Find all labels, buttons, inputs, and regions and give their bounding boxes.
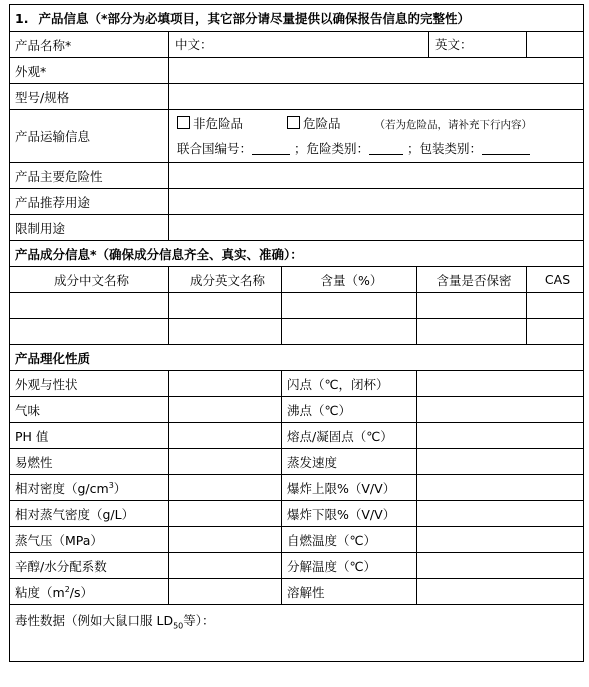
physchem-value[interactable] bbox=[417, 579, 584, 605]
physchem-value[interactable] bbox=[417, 449, 584, 475]
physchem-row bbox=[10, 501, 584, 527]
physchem-label: 相对蒸气密度（g/L） bbox=[10, 501, 169, 527]
main-hazard-label: 产品主要危险性 bbox=[10, 163, 169, 189]
physchem-value[interactable] bbox=[169, 501, 282, 527]
physchem-label: 分解温度（℃） bbox=[282, 553, 417, 579]
physchem-value[interactable] bbox=[169, 423, 282, 449]
recommended-use-label: 产品推荐用途 bbox=[10, 189, 169, 215]
english-name-value[interactable] bbox=[527, 32, 584, 58]
col-header-cas: CAS bbox=[527, 267, 584, 293]
physchem-value[interactable] bbox=[169, 397, 282, 423]
model-row bbox=[10, 84, 584, 110]
col-header-confidential: 含量是否保密 bbox=[417, 267, 527, 293]
physchem-value[interactable] bbox=[169, 371, 282, 397]
physchem-label: 爆炸下限%（V/V） bbox=[282, 501, 417, 527]
composition-cell[interactable] bbox=[282, 293, 417, 319]
physchem-label: 外观与性状 bbox=[10, 371, 169, 397]
main-hazard-field[interactable] bbox=[169, 163, 584, 189]
col-header-en-name: 成分英文名称 bbox=[169, 267, 282, 293]
product-info-form bbox=[9, 4, 583, 683]
transport-row bbox=[10, 110, 584, 163]
physchem-label: 粘度$(m^2/s)$ bbox=[10, 579, 169, 605]
un-number-label: 联合国编号： bbox=[177, 140, 253, 156]
hazard-label: 危险品 bbox=[302, 115, 341, 131]
composition-cell[interactable] bbox=[169, 319, 282, 345]
physchem-label: 自燃温度（℃） bbox=[282, 527, 417, 553]
physchem-label: 相对密度$(g/cm^3)$ bbox=[10, 475, 169, 501]
composition-cell[interactable] bbox=[417, 293, 527, 319]
physchem-label: 蒸气压（MPa） bbox=[10, 527, 169, 553]
appearance-field[interactable] bbox=[169, 58, 584, 84]
col-header-content: 含量（%） bbox=[282, 267, 417, 293]
restricted-use-field[interactable] bbox=[169, 215, 584, 241]
model-label: 型号/规格 bbox=[10, 84, 169, 110]
recommended-use-row bbox=[10, 189, 584, 215]
physchem-value[interactable] bbox=[417, 371, 584, 397]
hazard-class-label: ；危险类别： bbox=[294, 140, 370, 156]
physchem-row bbox=[10, 475, 584, 501]
non-hazard-label: 非危险品 bbox=[193, 115, 244, 131]
appearance-row bbox=[10, 58, 584, 84]
product-name-fields bbox=[169, 32, 527, 58]
recommended-use-field[interactable] bbox=[169, 189, 584, 215]
product-name-label: 产品名称* bbox=[10, 32, 169, 58]
physchem-value[interactable] bbox=[417, 501, 584, 527]
hazard-checkbox[interactable] bbox=[287, 116, 300, 129]
packing-group-label: ；包装类别： bbox=[407, 140, 483, 156]
composition-title: 产品成分信息*（确保成分信息齐全、真实、准确）： bbox=[10, 241, 584, 267]
physchem-title: 产品理化性质 bbox=[10, 345, 584, 371]
physchem-title-row bbox=[10, 345, 584, 371]
physchem-label: 沸点（℃） bbox=[282, 397, 417, 423]
toxicity-field[interactable]: 毒性数据（例如大鼠口服 $LD_{50}$等）： bbox=[10, 605, 584, 662]
toxicity-row bbox=[10, 605, 584, 662]
physchem-row bbox=[10, 371, 584, 397]
section-number: 1. bbox=[15, 11, 29, 26]
model-field[interactable] bbox=[169, 84, 584, 110]
appearance-label: 外观* bbox=[10, 58, 169, 84]
physchem-label: 气味 bbox=[10, 397, 169, 423]
physchem-value[interactable] bbox=[417, 553, 584, 579]
physchem-value[interactable] bbox=[417, 527, 584, 553]
composition-title-row bbox=[10, 241, 584, 267]
packing-group-blank[interactable] bbox=[482, 142, 530, 155]
hazard-note: （若为危险品，请补充下行内容） bbox=[374, 118, 532, 131]
physchem-value[interactable] bbox=[169, 553, 282, 579]
composition-cell[interactable] bbox=[527, 319, 584, 345]
physchem-label: 闪点（℃，闭杯） bbox=[282, 371, 417, 397]
composition-cell[interactable] bbox=[282, 319, 417, 345]
physchem-row bbox=[10, 579, 584, 605]
composition-cell[interactable] bbox=[417, 319, 527, 345]
section-title: 产品信息（*部分为必填项目，其它部分请尽量提供以确保报告信息的完整性） bbox=[38, 11, 470, 26]
physchem-label: 蒸发速度 bbox=[282, 449, 417, 475]
composition-cell[interactable] bbox=[169, 293, 282, 319]
composition-cell[interactable] bbox=[10, 319, 169, 345]
physchem-row bbox=[10, 527, 584, 553]
composition-cell[interactable] bbox=[10, 293, 169, 319]
composition-header-row bbox=[10, 267, 584, 293]
product-name-row bbox=[10, 32, 584, 58]
physchem-label: 易燃性 bbox=[10, 449, 169, 475]
non-hazard-checkbox[interactable] bbox=[177, 116, 190, 129]
section-title-row bbox=[10, 5, 584, 32]
main-hazard-row bbox=[10, 163, 584, 189]
physchem-label: 熔点/凝固点（℃） bbox=[282, 423, 417, 449]
hazard-class-blank[interactable] bbox=[369, 142, 403, 155]
physchem-value[interactable] bbox=[169, 579, 282, 605]
english-name-field[interactable]: 英文： bbox=[435, 37, 473, 52]
physchem-value[interactable] bbox=[169, 527, 282, 553]
physchem-row bbox=[10, 423, 584, 449]
chinese-name-field[interactable]: 中文： bbox=[169, 32, 429, 57]
restricted-use-label: 限制用途 bbox=[10, 215, 169, 241]
restricted-use-row bbox=[10, 215, 584, 241]
physchem-label: 爆炸上限%（V/V） bbox=[282, 475, 417, 501]
physchem-value[interactable] bbox=[417, 423, 584, 449]
transport-label: 产品运输信息 bbox=[10, 110, 169, 163]
composition-entry-row bbox=[10, 319, 584, 345]
physchem-row bbox=[10, 449, 584, 475]
composition-cell[interactable] bbox=[527, 293, 584, 319]
physchem-value[interactable] bbox=[169, 475, 282, 501]
physchem-label: 辛醇/水分配系数 bbox=[10, 553, 169, 579]
physchem-value[interactable] bbox=[417, 475, 584, 501]
physchem-value[interactable] bbox=[169, 449, 282, 475]
physchem-label: 溶解性 bbox=[282, 579, 417, 605]
physchem-row bbox=[10, 553, 584, 579]
col-header-cn-name: 成分中文名称 bbox=[10, 267, 169, 293]
physchem-value[interactable] bbox=[417, 397, 584, 423]
transport-field bbox=[169, 110, 584, 163]
physchem-label: PH 值 bbox=[10, 423, 169, 449]
physchem-row bbox=[10, 397, 584, 423]
composition-entry-row bbox=[10, 293, 584, 319]
un-number-blank[interactable] bbox=[252, 142, 290, 155]
